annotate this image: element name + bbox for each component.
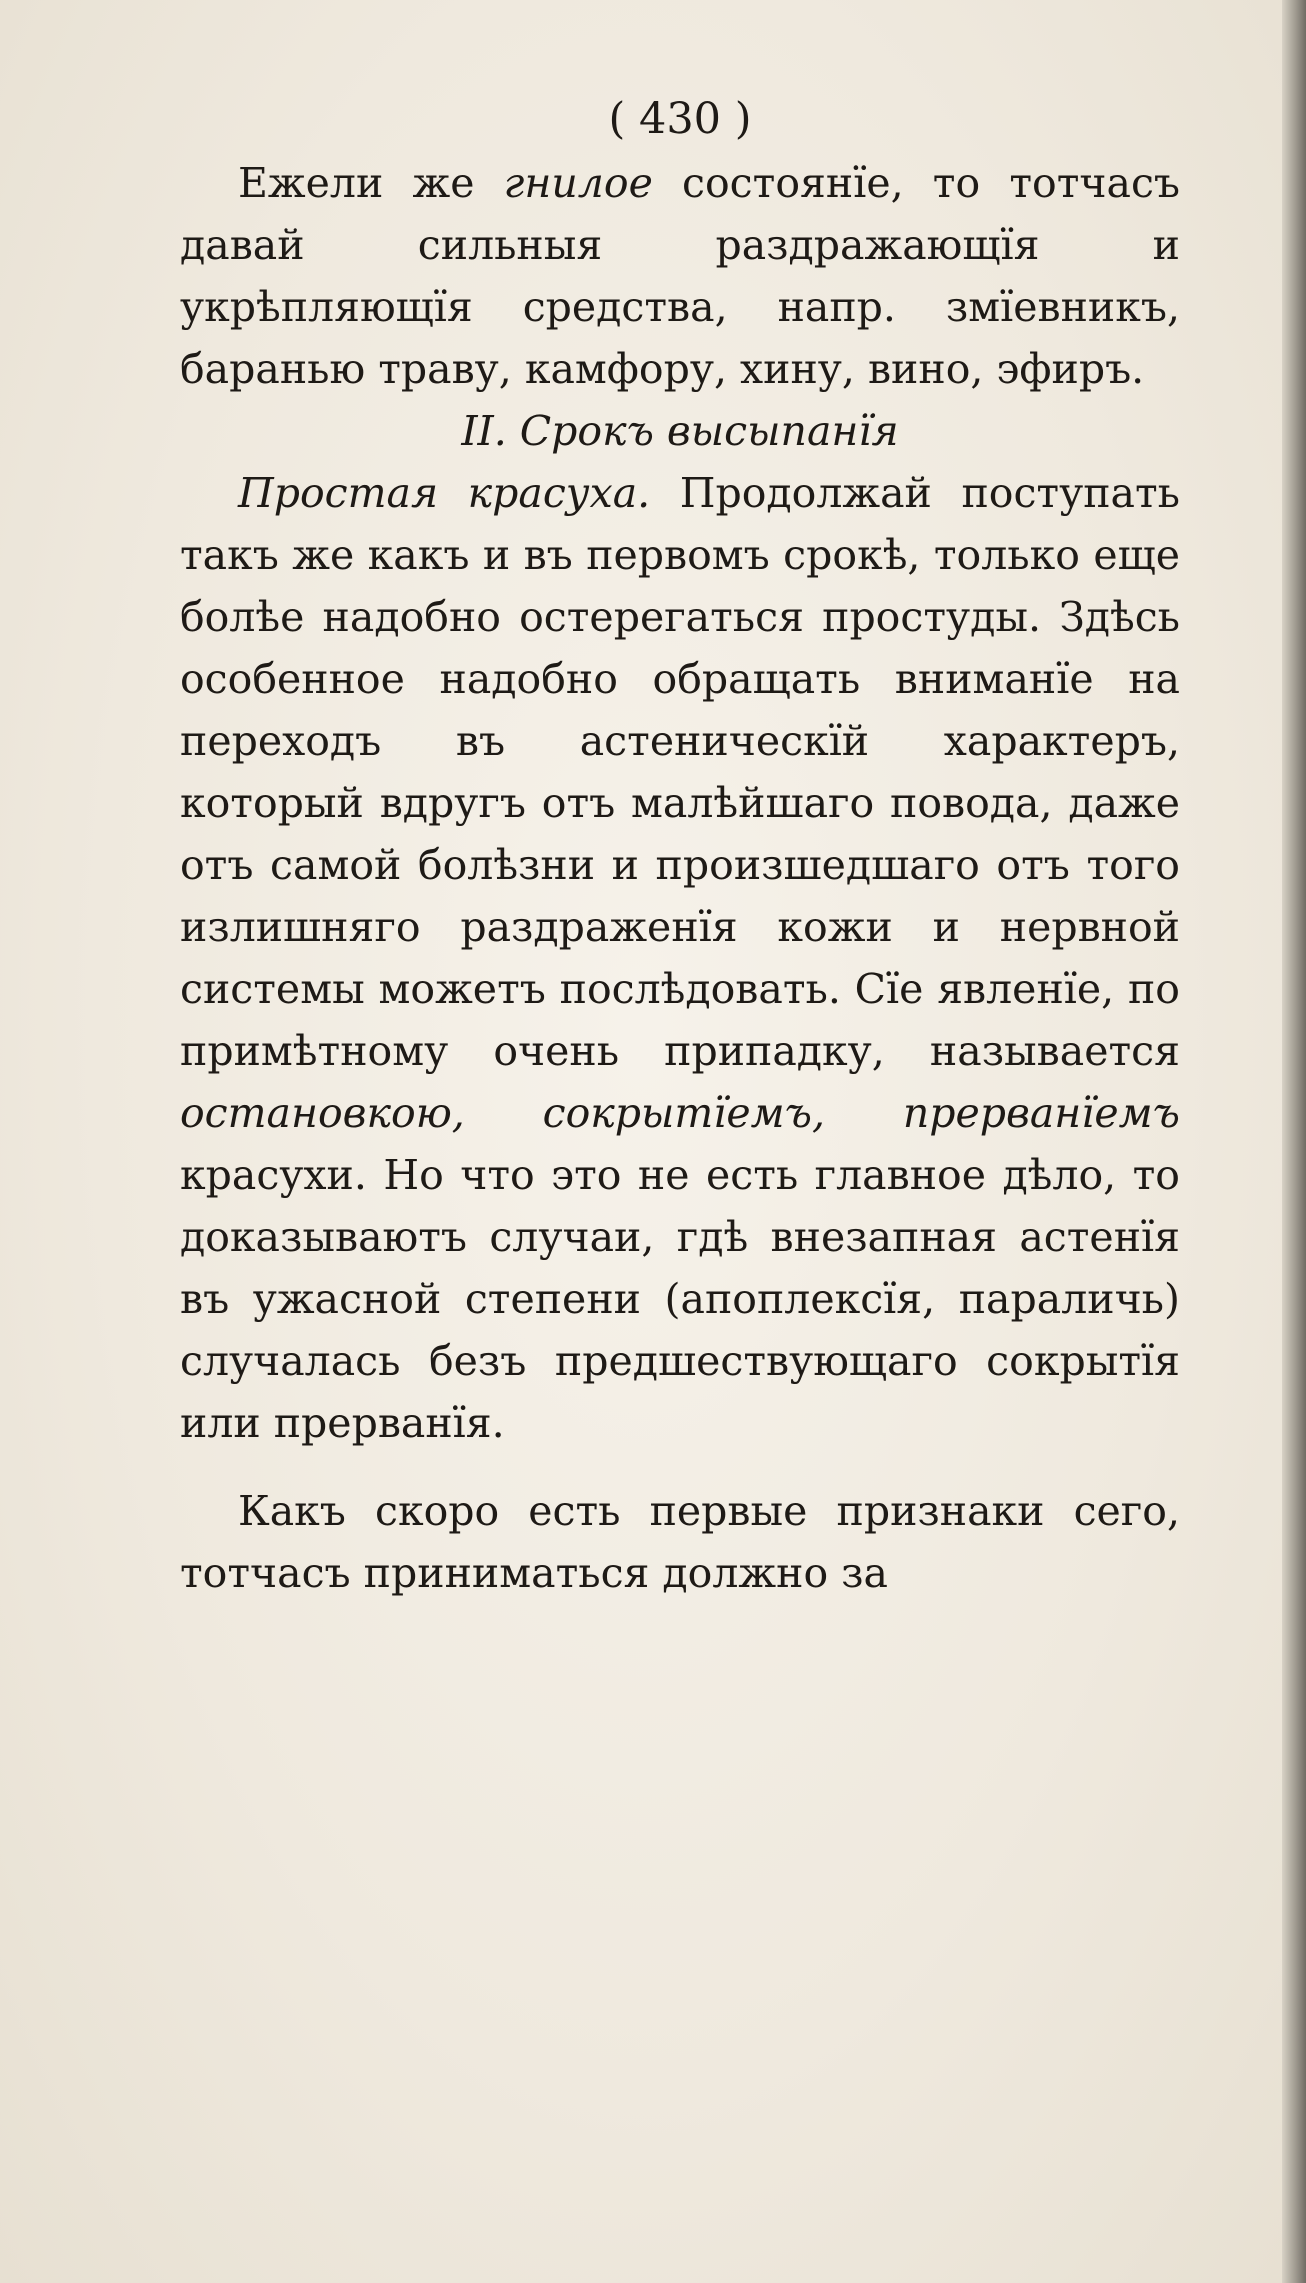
paragraph-simple-measles (180, 462, 1180, 1454)
p2-text-main: Продолжай поступать такъ же какъ и въ первомъ срокѣ, только еще болѣе надобно остерегаться простуды. Здѣсь особенное надобно обращать вниманïе на переходъ въ астеническïй характеръ, который вдругъ отъ малѣйшаго повода, даже отъ самой болѣзни и произшедшаго отъ того излишняго раздраженïя кожи и нервной системы можетъ послѣдовать. Сïе явленïе, по примѣтному очень припадку, называется (180, 469, 1180, 1075)
paragraph-putrid-state (180, 152, 1180, 400)
p2-emphasis-title: Простая красуха. (238, 469, 651, 517)
p1-text-after: состоянïе, то тотчасъ давай сильныя раздражающïя и укрѣпляющïя средства, напр. змïевникъ, баранью траву, камфору, хину, вино, эфиръ. (180, 159, 1181, 393)
page-number: ( 430 ) (608, 94, 752, 144)
p2-emphasis-terms: остановкою, сокрытïемъ, прерванïемъ (180, 1089, 1180, 1137)
p2-text-end: красухи. Но что это не есть главное дѣло, то доказываютъ случаи, гдѣ внезапная астенïя въ ужасной степени (апоплексïя, параличь) случалась безъ предшествующаго сокрытïя или прерванïя. (180, 1151, 1180, 1447)
p1-text-before: Ежели же (238, 159, 504, 207)
section-heading: II. Срокъ высыпанïя (461, 407, 899, 455)
paragraph-first-signs: Какъ скоро есть первые признаки сего, тотчасъ приниматься должно за (180, 1487, 1180, 1597)
page-text (180, 88, 1180, 1604)
book-edge (1282, 0, 1306, 2283)
p1-emphasis: гнилое (503, 159, 653, 207)
